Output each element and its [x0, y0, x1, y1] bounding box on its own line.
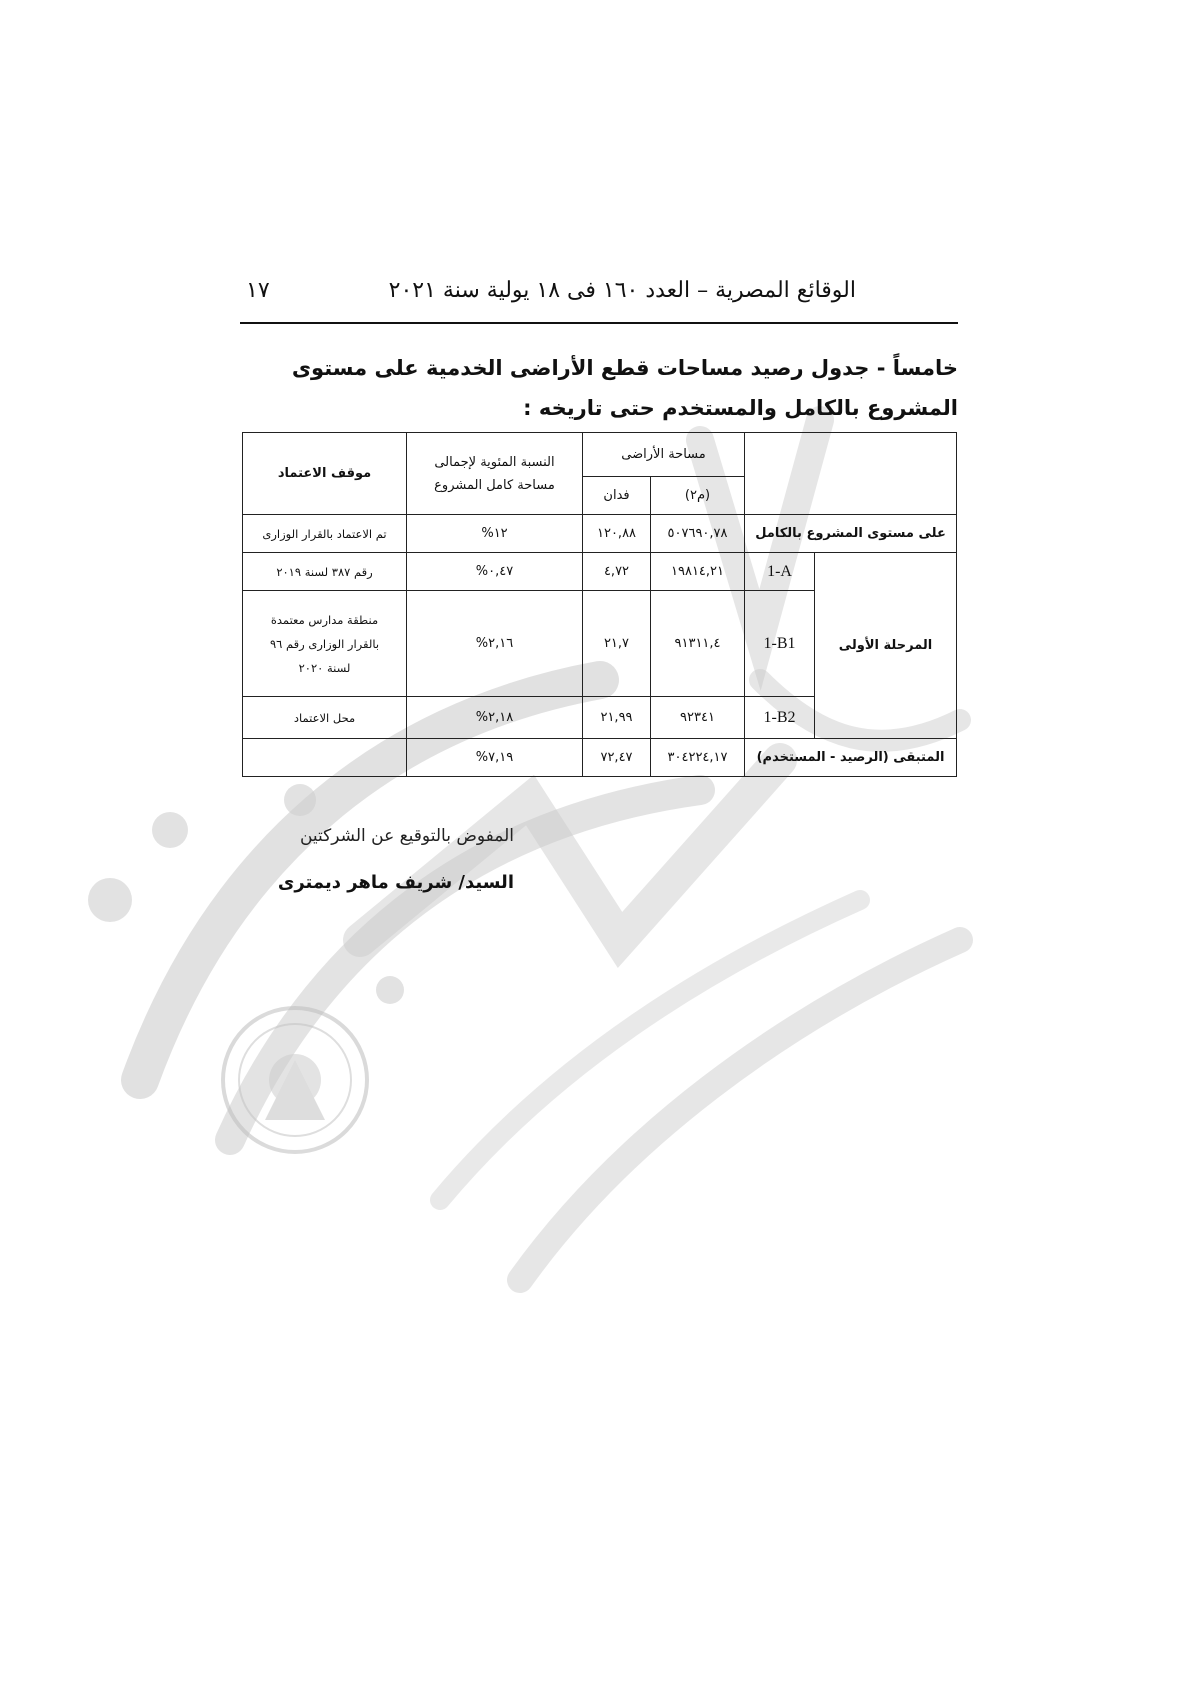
table-header-row	[243, 433, 957, 477]
page-number: ١٧	[246, 278, 270, 303]
table-row	[243, 515, 957, 553]
row-remaining-m2: ٣٠٤٢٢٤,١٧	[651, 739, 745, 777]
row-remaining-percentage: ٧,١٩%	[407, 739, 583, 777]
row-1b1-percentage: ٢,١٦%	[407, 591, 583, 697]
row-1b1-status-line2: بالقرار الوزارى رقم ٩٦	[269, 636, 380, 651]
section-heading: خامساً - جدول رصيد مساحات قطع الأراضى الخدمية على مستوى المشروع بالكامل والمستخدم حتى تاريخه :	[291, 356, 958, 420]
row-total-status-line2: رقم ٣٨٧ لسنة ٢٠١٩	[243, 553, 407, 591]
row-1a-m2: ١٩٨١٤,٢١	[651, 553, 745, 591]
header-m2: (م٢)	[651, 477, 745, 515]
header-percentage-line1: النسبة المئوية لإجمالى	[434, 454, 555, 470]
row-1b1-status-line3: لسنة ٢٠٢٠	[298, 660, 351, 675]
table-row	[243, 739, 957, 777]
row-1a-code: 1-A	[745, 553, 815, 591]
row-1b1-feddan: ٢١,٧	[583, 591, 651, 697]
authorized-signatory-line: المفوض بالتوقيع عن الشركتين	[299, 826, 514, 846]
row-remaining-status	[243, 739, 407, 777]
table-row	[243, 553, 957, 591]
row-remaining-label: المتبقى (الرصيد - المستخدم)	[745, 739, 957, 777]
row-total-status: تم الاعتماد بالقرار الوزارى	[243, 515, 407, 553]
header-percentage	[407, 433, 583, 515]
header-empty-cell	[745, 433, 957, 515]
row-total-feddan: ١٢٠,٨٨	[583, 515, 651, 553]
signatory-name: السيد/ شريف ماهر ديمترى	[277, 872, 514, 893]
gazette-title: الوقائع المصرية – العدد ١٦٠ فى ١٨ يولية سنة ٢٠٢١	[388, 278, 856, 303]
row-1b2-code: 1-B2	[745, 697, 815, 739]
header-percentage-line2: مساحة كامل المشروع	[434, 477, 555, 493]
row-total-m2: ٥٠٧٦٩٠,٧٨	[651, 515, 745, 553]
row-1b1-status-line1: منطقة مدارس معتمدة	[270, 612, 379, 627]
seal-emblem	[223, 1008, 367, 1152]
row-1b2-status: محل الاعتماد	[243, 697, 407, 739]
row-1b1-status	[243, 591, 407, 697]
row-1b1-m2: ٩١٣١١,٤	[651, 591, 745, 697]
row-total-percentage: ١٢%	[407, 515, 583, 553]
land-balance-table	[242, 432, 957, 777]
row-total-label: على مستوى المشروع بالكامل	[745, 515, 957, 553]
header-land-area: مساحة الأراضى	[583, 433, 745, 477]
row-remaining-feddan: ٧٢,٤٧	[583, 739, 651, 777]
row-1b2-percentage: ٢,١٨%	[407, 697, 583, 739]
row-1a-feddan: ٤,٧٢	[583, 553, 651, 591]
header-approval-status: موقف الاعتماد	[243, 433, 407, 515]
row-1a-percentage: ٠,٤٧%	[407, 553, 583, 591]
phase-one-label: المرحلة الأولى	[815, 553, 957, 739]
row-1b2-feddan: ٢١,٩٩	[583, 697, 651, 739]
row-1b2-m2: ٩٢٣٤١	[651, 697, 745, 739]
page-header	[240, 268, 958, 324]
row-1b1-code: 1-B1	[745, 591, 815, 697]
header-feddan: فدان	[583, 477, 651, 515]
